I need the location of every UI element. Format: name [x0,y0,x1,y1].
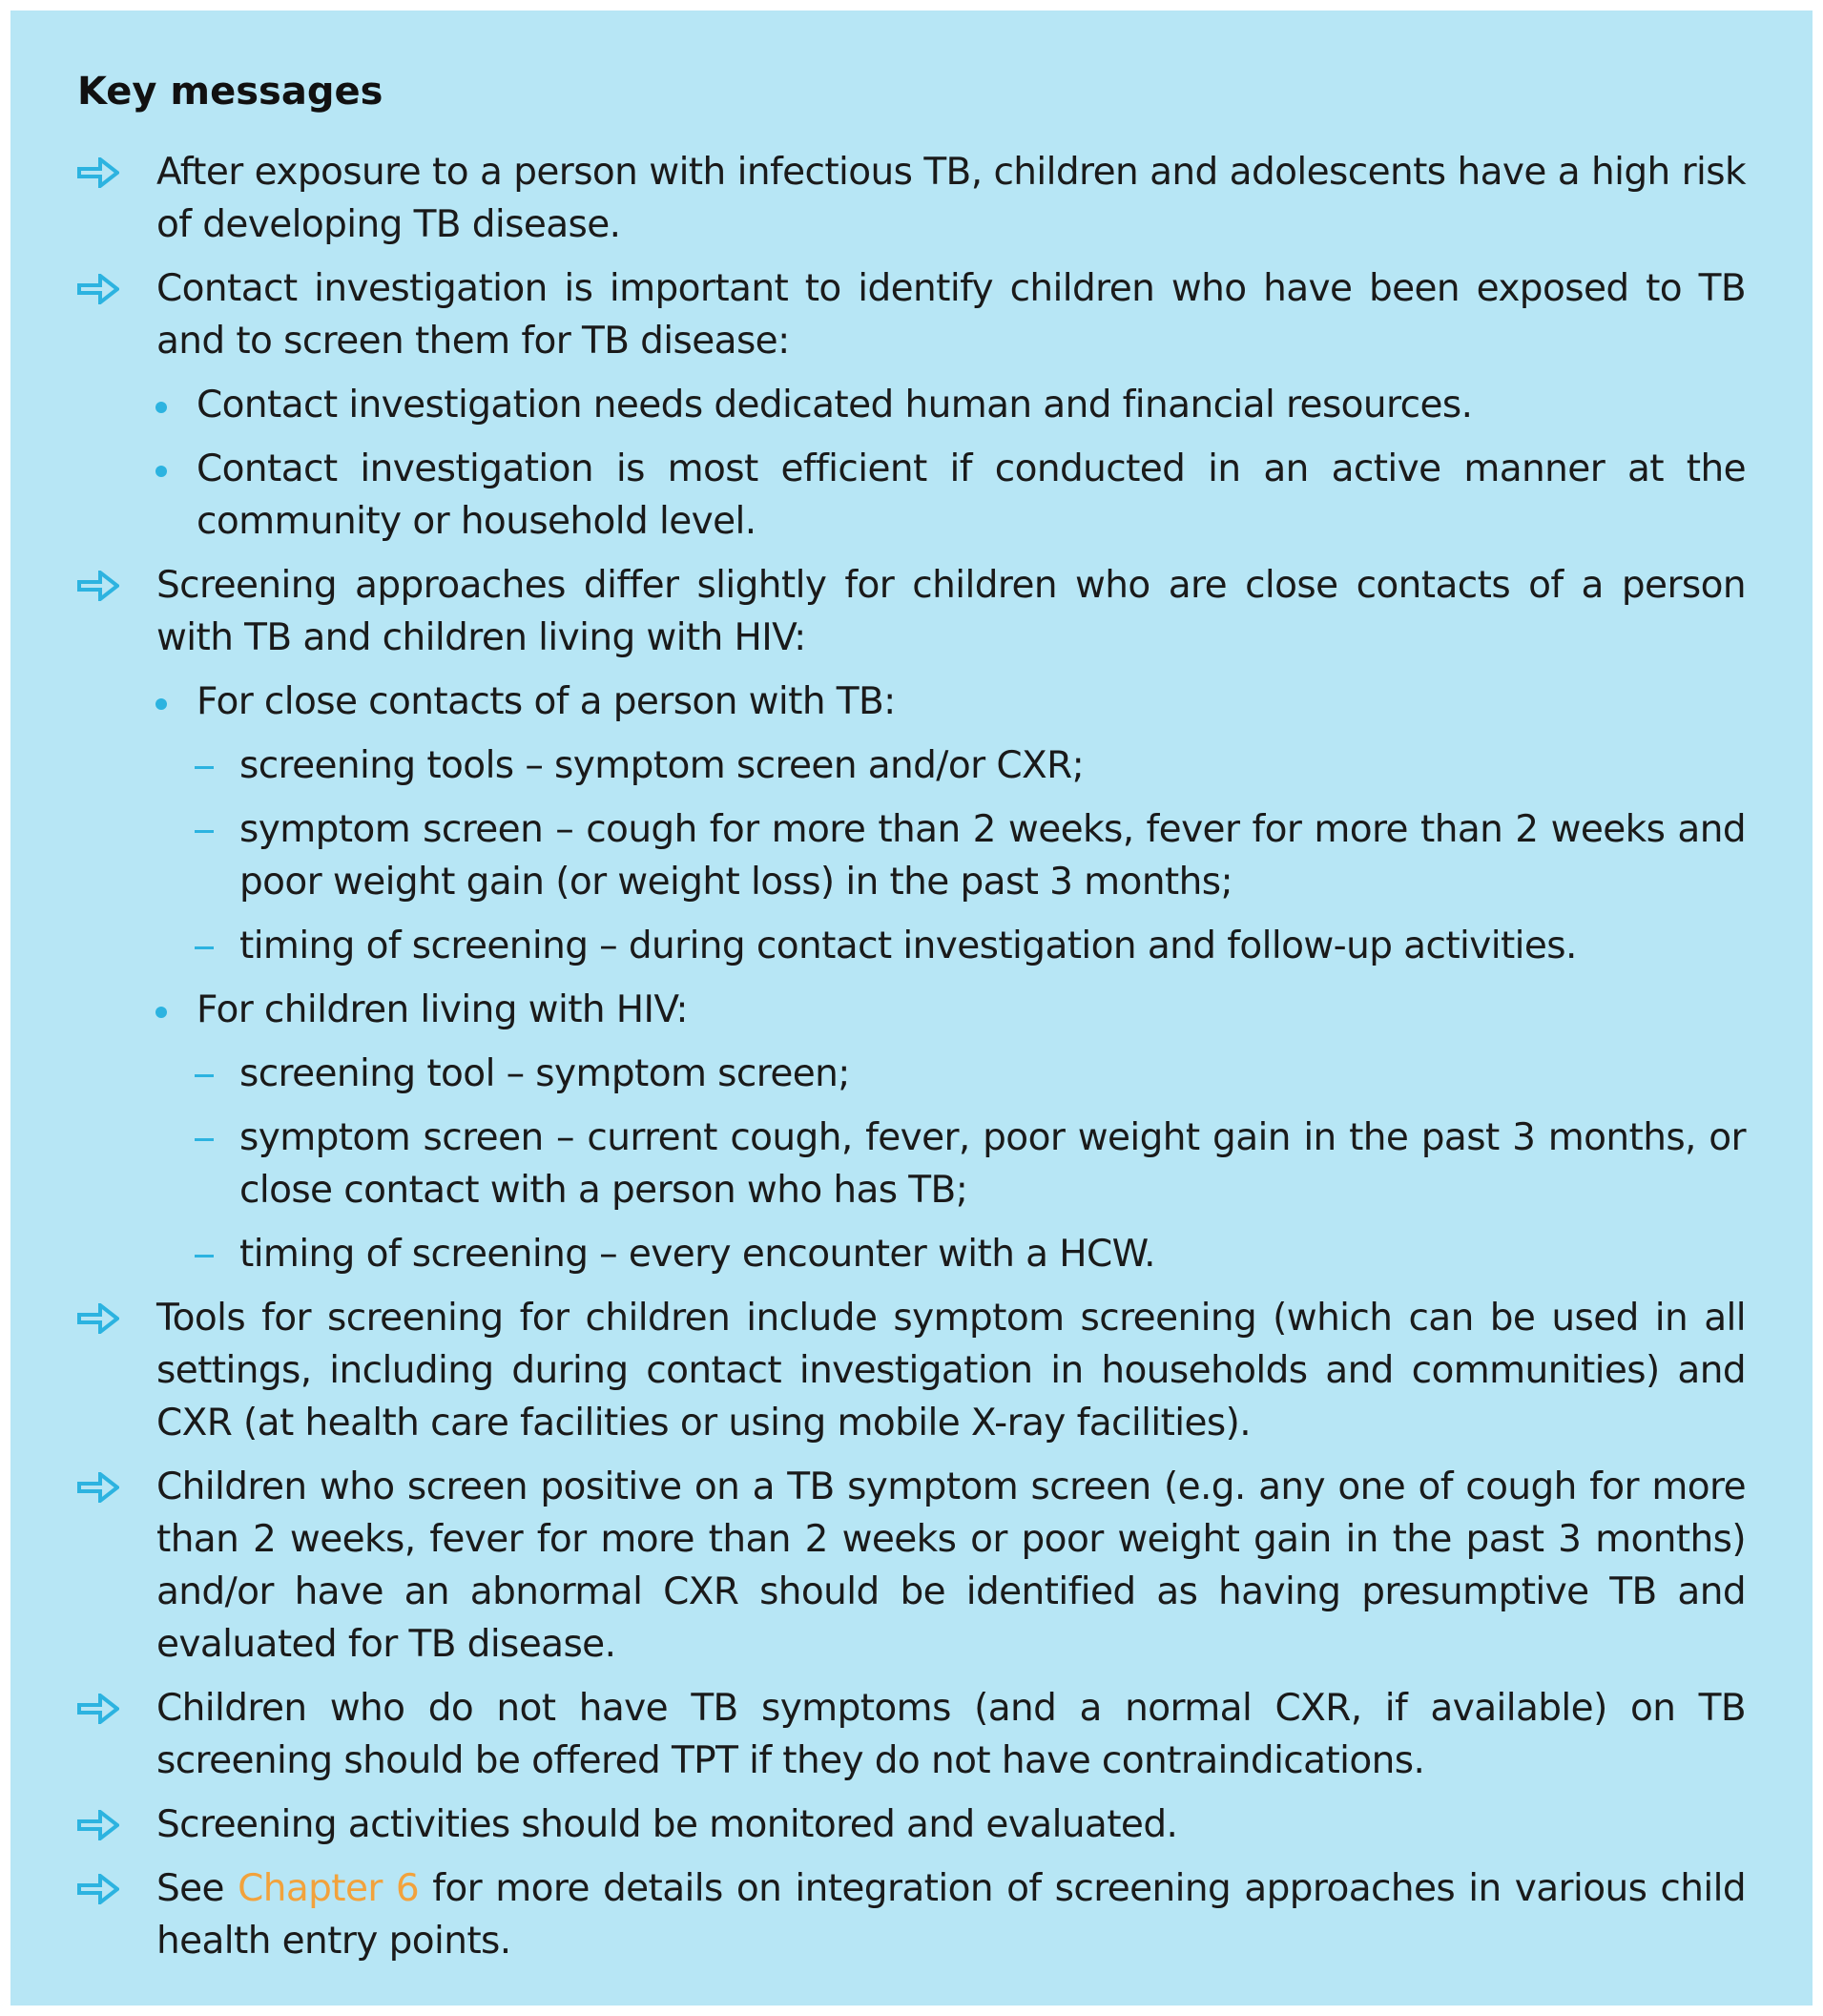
item-text: Children who do not have TB symptoms (and a normal CXR, if available) on TB screening should be offered TPT if they do not have contraindications. [156,1687,1746,1782]
arrow-right-icon [77,274,119,304]
bullet-icon [155,402,167,413]
item-text: Contact investigation needs dedicated human and financial resources. [197,384,1473,426]
item-text: screening tools – symptom screen and/or CXR; [239,744,1085,787]
item-text: Tools for screening for children include symptom screening (which can be used in all settings, including during contact investigation in households and communities) and CXR (at health care facilities or using mobile X-ray facilities). [156,1297,1746,1444]
arrow-right-icon [77,571,119,601]
key-message-item [77,262,1746,367]
dash-icon [195,1255,214,1257]
item-text: timing of screening – every encounter with a HCW. [239,1233,1155,1276]
key-message-item [77,559,1746,664]
item-text: Screening approaches differ slightly for children who are close contacts of a person with TB and children living with HIV: [156,564,1746,659]
key-message-item [77,1682,1746,1787]
key-message-item [77,1798,1746,1851]
arrow-right-icon [77,1694,119,1724]
item-text: For children living with HIV: [197,988,688,1031]
arrow-right-icon [77,1874,119,1904]
chapter-6-link[interactable]: Chapter 6 [238,1867,420,1910]
key-message-item [77,1292,1746,1449]
item-text: For close contacts of a person with TB: [197,680,896,723]
dash-icon [195,946,214,949]
key-message-item [77,1862,1746,1967]
arrow-right-icon [77,1303,119,1334]
key-message-item [77,1461,1746,1671]
dash-icon [195,766,214,769]
bullet-item [77,984,1746,1036]
dash-item [77,920,1746,972]
dash-item [77,1228,1746,1280]
item-text: Contact investigation is most efficient if conducted in an active manner at the community or household level. [197,447,1746,543]
item-text: for more details on integration of screening approaches in various child health entry points. [156,1867,1747,1963]
dash-icon [195,830,214,833]
dash-item [77,739,1746,792]
key-messages-list [77,146,1746,1851]
key-messages-box [10,10,1813,2006]
item-text: symptom screen – current cough, fever, poor weight gain in the past 3 months, or close contact with a person who has TB; [239,1116,1746,1212]
bullet-icon [155,698,167,710]
arrow-right-icon [77,1810,119,1840]
bullet-item [77,675,1746,728]
dash-icon [195,1138,214,1141]
item-text: After exposure to a person with infectious TB, children and adolescents have a high risk of developing TB disease. [156,151,1746,246]
item-text: Screening activities should be monitored and evaluated. [156,1803,1178,1846]
item-text: Children who screen positive on a TB symptom screen (e.g. any one of cough for more than 2 weeks, fever for more than 2 weeks or poor weight gain in the past 3 months) and/or have an abnormal CXR should be identified as having presumptive TB and evaluated for TB disease. [156,1465,1746,1666]
dash-icon [195,1074,214,1077]
item-text: screening tool – symptom screen; [239,1052,850,1095]
dash-item [77,803,1746,908]
bullet-icon [155,466,167,477]
dash-item [77,1048,1746,1100]
arrow-right-icon [77,1472,119,1503]
item-text: Contact investigation is important to identify children who have been exposed to TB and to screen them for TB disease: [156,267,1746,363]
item-text: See [156,1867,238,1910]
bullet-icon [155,1007,167,1018]
item-text: timing of screening – during contact investigation and follow-up activities. [239,925,1577,967]
key-messages-heading: Key messages [77,70,383,114]
bullet-item [77,379,1746,431]
arrow-right-icon [77,157,119,188]
key-message-item [77,146,1746,251]
item-text: symptom screen – cough for more than 2 weeks, fever for more than 2 weeks and poor weight gain (or weight loss) in the past 3 months; [239,808,1746,904]
bullet-item [77,443,1746,548]
dash-item [77,1112,1746,1216]
